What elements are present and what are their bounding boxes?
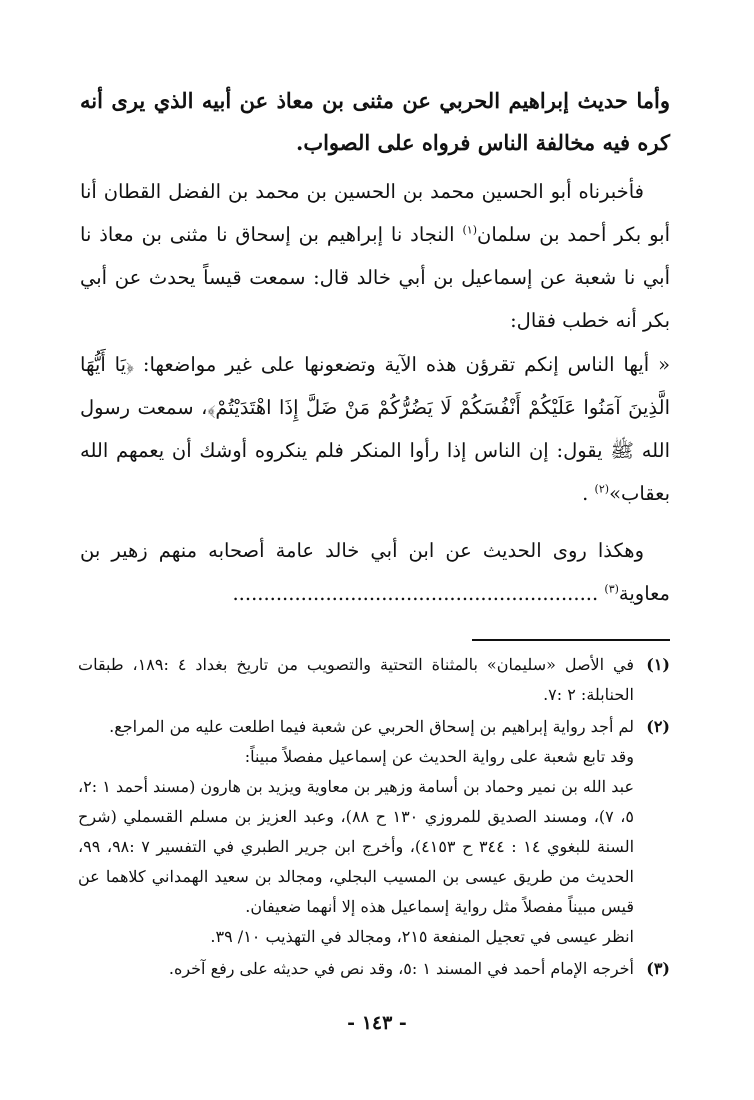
footnote-body	[78, 712, 634, 952]
footnote-line: انظر عيسى في تعجيل المنفعة ٢١٥، ومجالد في التهذيب ١٠/ ٣٩.	[210, 927, 634, 946]
footnote-body	[78, 954, 634, 984]
footnote-separator	[472, 639, 670, 641]
footnote-line: وقد تابع شعبة على رواية الحديث عن إسماعيل مفصلاً مبيناً:	[244, 747, 634, 766]
footnote-number: (٢)	[646, 717, 670, 736]
narration-paragraph	[80, 529, 670, 615]
footnote-number: (١)	[646, 655, 670, 674]
footnote-ref-3[interactable]: (٣)	[604, 582, 619, 596]
footnote-ref-1[interactable]: (١)	[462, 223, 478, 237]
footnote-line: لم أجد رواية إبراهيم بن إسحاق الحربي عن شعبة فيما اطلعت عليه من المراجع.	[109, 717, 634, 736]
hadith-end-mark: .	[582, 482, 589, 505]
footnote-ref-2[interactable]: (٢)	[594, 482, 610, 496]
footnote-line: عبد الله بن نمير وحماد بن أسامة وزهير بن معاوية ويزيد بن هارون (مسند أحمد ١ :٢، ٥، ٧)، ومسند الصديق للمروزي ١٣٠ ح ٨٨)، وعبد العزيز بن مسلم القسملي (شرح السنة للبغوي ١٤ : ٣٤٤ ح ٤١٥٣)، وأخرج ابن جرير الطبري في التفسير ٧ :٩٨، ٩٩، الحديث من طريق عيسى بن المسيب البجلي، ومجالد بن سعيد الهمداني كلاهما عن قيس مبيناً مفصلاً مثل رواية إسماعيل هذه إلا أنهما ضعيفان.	[78, 777, 635, 916]
narration-text: وهكذا روى الحديث عن ابن أبي خالد عامة أصحابه منهم زهير بن معاوية	[80, 539, 670, 605]
footnote-line: في الأصل «سليمان» بالمثناة التحتية والتصويب من تاريخ بغداد ٤ :١٨٩، طبقات الحنابلة: ٢ :٧.	[78, 655, 635, 704]
footnotes-section	[78, 650, 670, 986]
footnote-number: (٣)	[646, 959, 670, 978]
isnad-text-part2: النجاد نا إبراهيم بن إسحاق نا مثنى بن معاذ نا أبي نا شعبة عن إسماعيل بن أبي خالد قال: سمعت قيساً يحدث عن أبي بكر أنه خطب فقال:	[80, 223, 670, 332]
hadith-text: « أيها الناس إنكم تقرؤن هذه الآية وتضعونها على غير مواضعها: ﴿يَا أَيُّهَا الَّذِينَ آمَنُوا عَلَيْكُمْ أَنْفُسَكُمْ لَا يَضُرُّكُمْ مَنْ ضَلَّ إِذَا اهْتَدَيْتُمْ﴾، سمعت رسول الله ﷺ يقول: إن الناس إذا رأوا المنكر فلم ينكروه أوشك أن يعمهم الله بعقاب»	[80, 353, 670, 505]
page-number: - ١٤٣ -	[347, 1012, 407, 1034]
isnad-paragraph	[80, 170, 670, 342]
footnote-body	[78, 650, 634, 710]
isnad-text-part1: فأخبرناه أبو الحسين محمد بن الحسين بن محمد بن الفضل القطان أنا أبو بكر أحمد بن سلمان	[80, 180, 671, 246]
footnote-2	[78, 712, 670, 952]
footnote-1	[78, 650, 670, 710]
continuation-dots: ...........................................................	[232, 582, 599, 605]
hadith-text-paragraph	[80, 343, 670, 515]
section-heading: وأما حديث إبراهيم الحربي عن مثنى بن معاذ عن أبيه الذي يرى أنه كره فيه مخالفة الناس فرواه على الصواب.	[80, 88, 670, 155]
footnote-3	[78, 954, 670, 984]
footnote-line: أخرجه الإمام أحمد في المسند ١ :٥، وقد نص في حديثه على رفع آخره.	[168, 959, 634, 978]
